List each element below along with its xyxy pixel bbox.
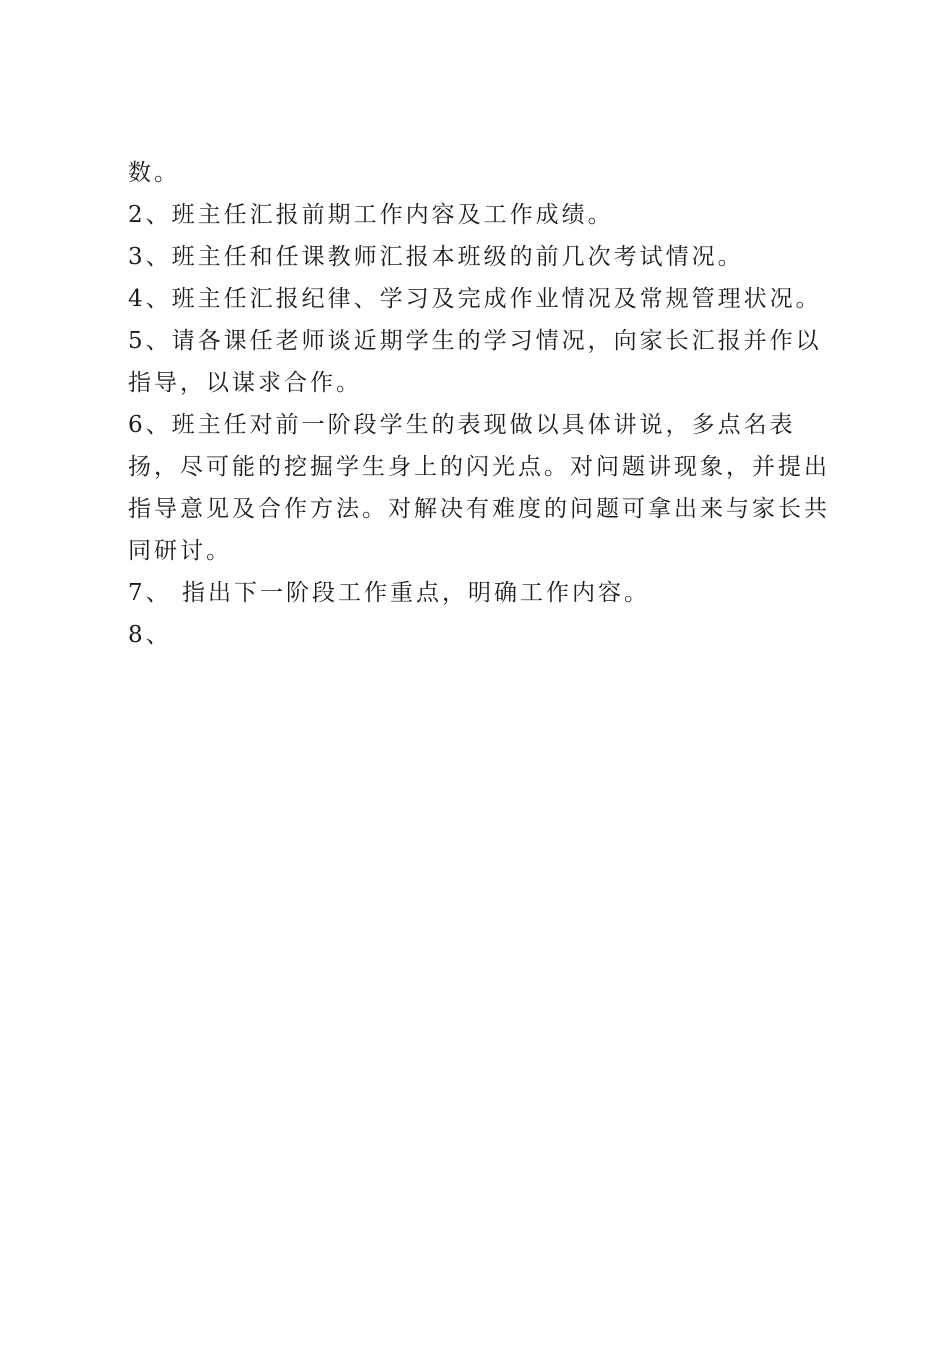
list-item-6-continued: 同研讨。 (128, 538, 232, 564)
document-body (128, 152, 828, 656)
list-item-6: 6、班主任对前一阶段学生的表现做以具体讲说，多点名表 (128, 412, 796, 438)
list-item-6-continued: 指导意见及合作方法。对解决有难度的问题可拿出来与家长共 (128, 496, 830, 522)
list-item-3: 3、班主任和任课教师汇报本班级的前几次考试情况。 (128, 244, 744, 270)
list-item-4: 4、班主任汇报纪律、学习及完成作业情况及常规管理状况。 (128, 286, 822, 312)
list-item-8: 8、 (128, 622, 172, 648)
text-line: 数。 (128, 160, 180, 186)
list-item-2: 2、班主任汇报前期工作内容及工作成绩。 (128, 202, 614, 228)
list-item-6-continued: 扬，尽可能的挖掘学生身上的闪光点。对问题讲现象，并提出 (128, 454, 830, 480)
list-item-5: 5、请各课任老师谈近期学生的学习情况，向家长汇报并作以 (128, 328, 822, 354)
list-item-7: 7、 指出下一阶段工作重点，明确工作内容。 (128, 580, 650, 606)
list-item-5-continued: 指导，以谋求合作。 (128, 370, 362, 396)
